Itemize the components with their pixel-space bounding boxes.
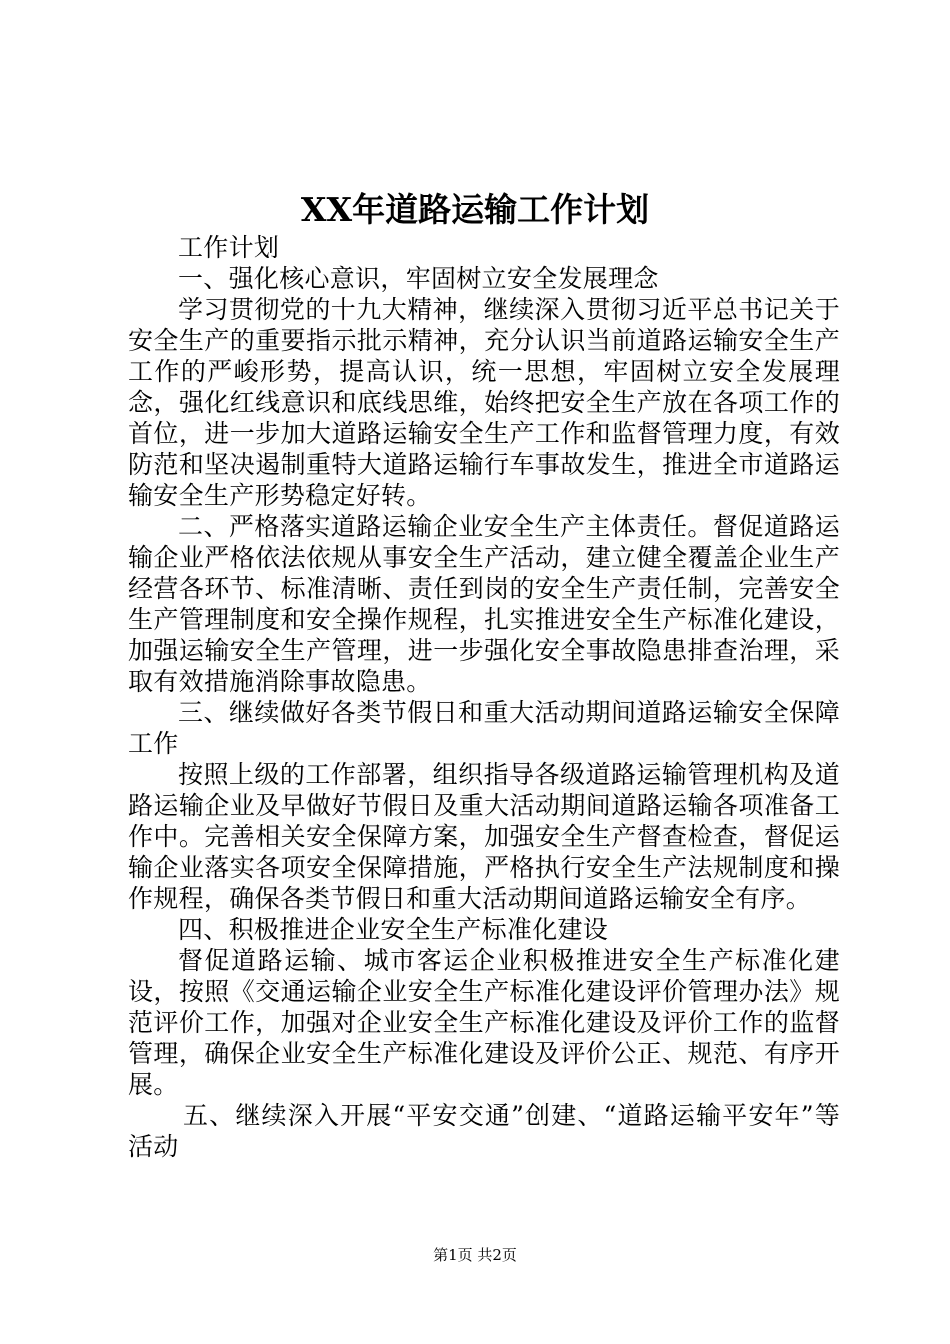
section-heading-3: 三、继续做好各类节假日和重大活动期间道路运输安全保障工作 [128, 698, 840, 758]
section-heading-4: 四、积极推进企业安全生产标准化建设 [178, 915, 609, 944]
paragraph-1: 学习贯彻党的十九大精神，继续深入贯彻习近平总书记关于安全生产的重要指示批示精神，充分认识当前道路运输安全生产工作的严峻形势，提高认识，统一思想，牢固树立安全发展理念，强化红线意识和底线思维，始终把安全生产放在各项工作的首位，进一步加大道路运输安全生产工作和监督管理力度，有效防范和坚决遏制重特大道路运输行车事故发生，推进全市道路运输安全生产形势稳定好转。 [128, 295, 840, 510]
page-footer: 第1页 共2页 [433, 1246, 517, 1264]
section-heading-1: 一、强化核心意识，牢固树立安全发展理念 [178, 264, 659, 293]
section-heading-2: 二、严格落实道路运输企业安全生产主体责任。督促道路运输企业严格依法依规从事安全生产活动，建立健全覆盖企业生产经营各环节、标准清晰、责任到岗的安全生产责任制，完善安全生产管理制度和安全操作规程，扎实推进安全生产标准化建设，加强运输安全生产管理，进一步强化安全事故隐患排查治理，采取有效措施消除事故隐患。 [128, 512, 840, 696]
document-body [128, 232, 840, 1162]
document-title: XX年道路运输工作计划 [300, 190, 650, 229]
paragraph-work-plan: 工作计划 [178, 233, 280, 262]
section-heading-5: 五、继续深入开展“平安交通”创建、“道路运输平安年”等活动 [128, 1101, 840, 1161]
paragraph-4: 督促道路运输、城市客运企业积极推进安全生产标准化建设，按照《交通运输企业安全生产标准化建设评价管理办法》规范评价工作，加强对企业安全生产标准化建设及评价工作的监督管理，确保企业安全生产标准化建设及评价公正、规范、有序开展。 [128, 946, 840, 1099]
paragraph-3: 按照上级的工作部署，组织指导各级道路运输管理机构及道路运输企业及早做好节假日及重大活动期间道路运输各项准备工作中。完善相关安全保障方案，加强安全生产督查检查，督促运输企业落实各项安全保障措施，严格执行安全生产法规制度和操作规程，确保各类节假日和重大活动期间道路运输安全有序。 [128, 760, 840, 913]
